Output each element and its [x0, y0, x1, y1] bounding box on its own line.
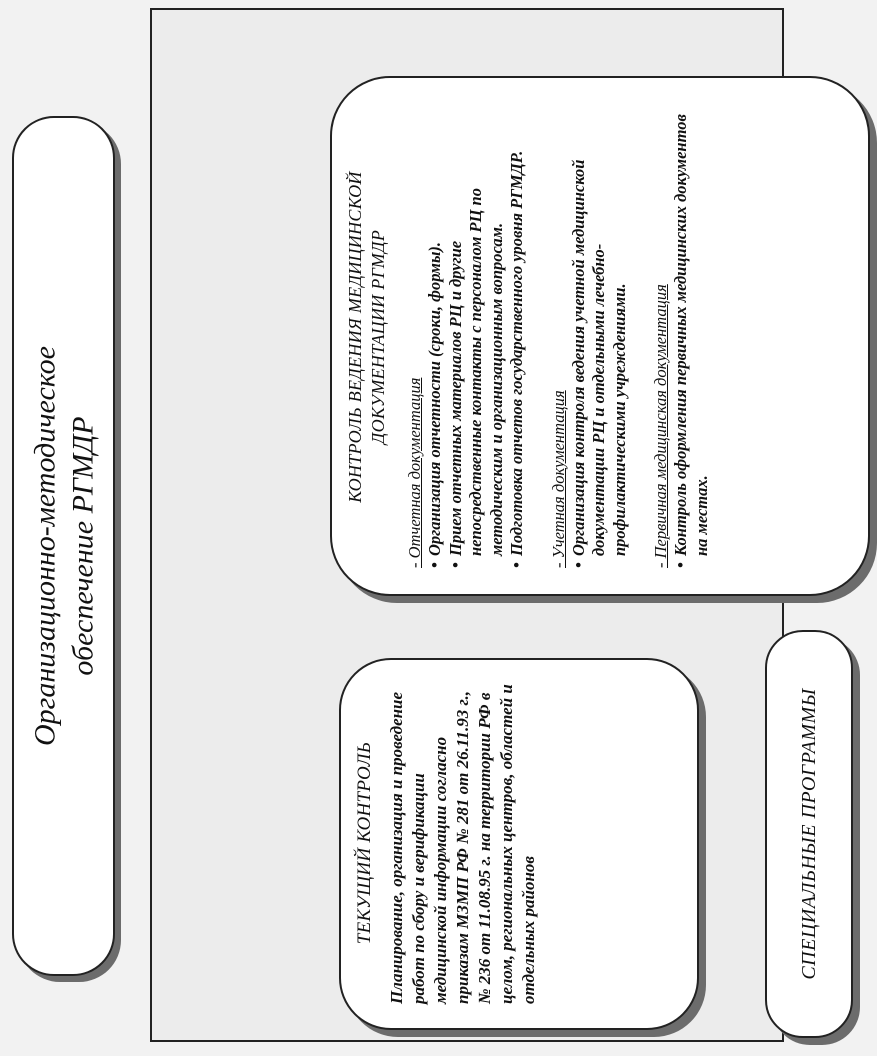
current-control-heading: ТЕКУЩИЙ КОНТРОЛЬ: [354, 741, 375, 945]
list-item: • Организация отчетности (сроки, формы).: [425, 106, 446, 568]
section-title: - Первичная медицинская документация: [651, 284, 670, 568]
section-accounting: [548, 106, 631, 568]
list-item: • Прием отчетных материалов РЦ и другие непосредственные контакты с персоналом РЦ по методическим и организационным вопросам.: [446, 106, 508, 568]
list-item: • Подготовка отчетов государственного уровня РГМДР.: [507, 106, 528, 568]
section-primary: [650, 106, 712, 568]
special-programs-box: [765, 630, 853, 1038]
title-box: [12, 116, 115, 976]
section-title: - Отчетная документация: [405, 377, 424, 568]
documentation-control-box: [330, 76, 870, 596]
diagram-frame: [150, 8, 820, 1042]
title-line-2: обеспечение РГМДР: [65, 416, 99, 676]
title-line-1: Организационно-методическое: [27, 346, 61, 746]
section-title: - Учетная документация: [548, 390, 568, 568]
section-reporting: [404, 106, 528, 568]
list-item: • Контроль оформления первичных медицинских документов на местах.: [671, 106, 712, 568]
documentation-control-heading: КОНТРОЛЬ ВЕДЕНИЯ МЕДИЦИНСКОЙ ДОКУМЕНТАЦИИ РГМДР: [345, 171, 388, 503]
current-control-text: Планирование, организация и проведение работ по сбору и верификации медицинской информации согласно приказам МЗМП РФ № 281 от 26.11.93 г., № 236 от 11.08.95 г. на территории РФ в целом, региональных центров, областей и отдельных районов: [387, 684, 538, 1004]
current-control-box: [339, 658, 699, 1030]
list-item: • Организация контроля ведения учетной медицинской документации РЦ и отдельными лечебно-профилактическими учреждениями.: [569, 106, 631, 568]
special-programs-label: СПЕЦИАЛЬНЫЕ ПРОГРАММЫ: [797, 688, 820, 980]
